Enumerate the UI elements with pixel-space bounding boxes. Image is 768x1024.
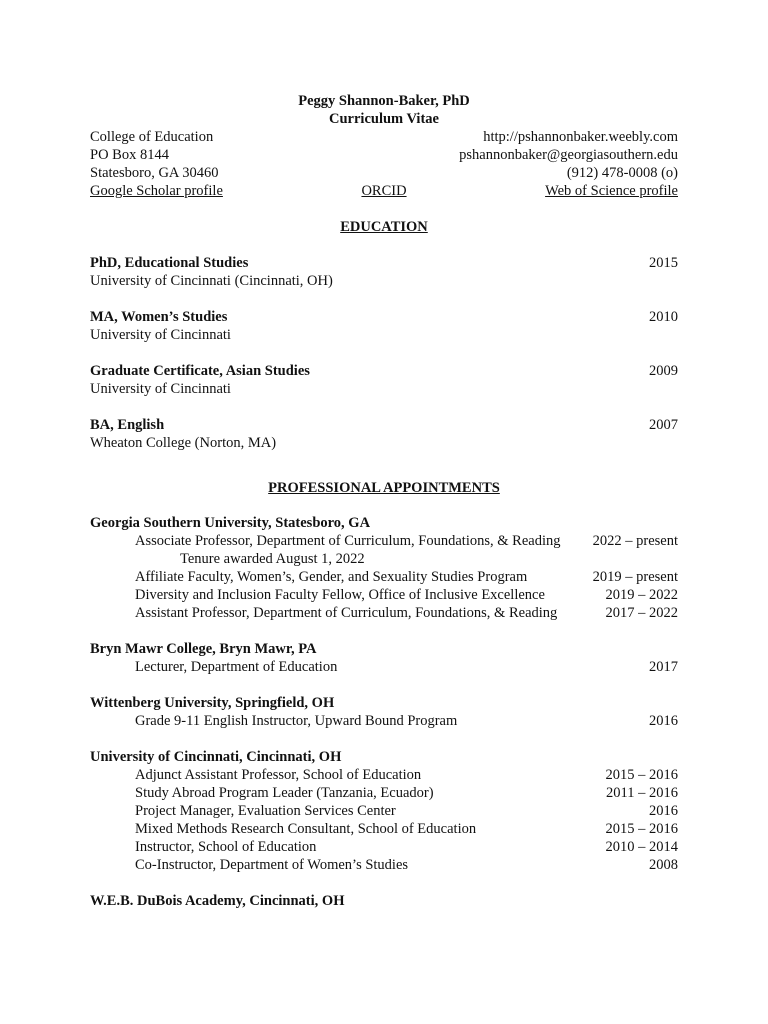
role-row xyxy=(90,658,678,676)
degree-title: BA, English xyxy=(90,417,165,433)
role-dates: 2016 xyxy=(649,803,678,819)
orcid-link[interactable]: ORCID xyxy=(361,183,407,199)
contact-row-1 xyxy=(90,128,678,146)
role-row xyxy=(90,802,678,820)
website-url[interactable]: http://pshannonbaker.weebly.com xyxy=(483,129,678,145)
role-dates: 2022 – present xyxy=(592,533,678,549)
education-item xyxy=(90,362,678,398)
education-item xyxy=(90,254,678,290)
role-row xyxy=(90,604,678,622)
address-line-3: Statesboro, GA 30460 xyxy=(90,165,219,181)
institution-name: Georgia Southern University, Statesboro, GA xyxy=(90,515,371,531)
role-title: Grade 9-11 English Instructor, Upward Bound Program xyxy=(135,713,458,729)
role-title: Project Manager, Evaluation Services Center xyxy=(135,803,396,819)
role-row xyxy=(90,766,678,784)
appointment-group xyxy=(90,640,678,676)
role-dates: 2017 – 2022 xyxy=(605,605,678,621)
role-dates: 2008 xyxy=(649,857,678,873)
role-row xyxy=(90,532,678,550)
role-title: Affiliate Faculty, Women’s, Gender, and Sexuality Studies Program xyxy=(135,569,528,585)
role-dates: 2010 – 2014 xyxy=(605,839,678,855)
degree-school: Wheaton College (Norton, MA) xyxy=(90,435,277,451)
google-scholar-link[interactable]: Google Scholar profile xyxy=(90,183,223,199)
degree-year: 2010 xyxy=(649,309,678,325)
profile-links-row xyxy=(90,182,678,200)
education-item xyxy=(90,416,678,452)
role-row xyxy=(90,784,678,802)
role-dates: 2011 – 2016 xyxy=(606,785,678,801)
role-title: Diversity and Inclusion Faculty Fellow, Office of Inclusive Excellence xyxy=(135,587,545,603)
degree-title: MA, Women’s Studies xyxy=(90,309,228,325)
contact-row-3 xyxy=(90,164,678,182)
web-of-science-link[interactable]: Web of Science profile xyxy=(545,183,678,199)
role-dates: 2015 – 2016 xyxy=(605,821,678,837)
role-note: Tenure awarded August 1, 2022 xyxy=(180,551,365,567)
role-row xyxy=(90,568,678,586)
role-row xyxy=(90,586,678,604)
role-title: Study Abroad Program Leader (Tanzania, Ecuador) xyxy=(135,785,434,801)
institution-name: Wittenberg University, Springfield, OH xyxy=(90,695,335,711)
role-row xyxy=(90,712,678,730)
appointment-group xyxy=(90,514,678,622)
education-item xyxy=(90,308,678,344)
role-title: Lecturer, Department of Education xyxy=(135,659,338,675)
role-title: Assistant Professor, Department of Curriculum, Foundations, & Reading xyxy=(135,605,558,621)
role-title: Mixed Methods Research Consultant, School of Education xyxy=(135,821,477,837)
contact-row-2 xyxy=(90,146,678,164)
email-address[interactable]: pshannonbaker@georgiasouthern.edu xyxy=(459,147,678,163)
role-dates: 2017 xyxy=(649,659,678,675)
institution-name: Bryn Mawr College, Bryn Mawr, PA xyxy=(90,641,317,657)
cv-subtitle: Curriculum Vitae xyxy=(329,111,439,127)
appointment-group xyxy=(90,892,678,910)
degree-title: Graduate Certificate, Asian Studies xyxy=(90,363,310,379)
role-title: Instructor, School of Education xyxy=(135,839,317,855)
appointment-group xyxy=(90,694,678,730)
cv-name: Peggy Shannon-Baker, PhD xyxy=(298,93,470,109)
role-row xyxy=(90,856,678,874)
role-title: Co-Instructor, Department of Women’s Studies xyxy=(135,857,409,873)
education-heading: EDUCATION xyxy=(340,219,428,235)
address-line-1: College of Education xyxy=(90,129,214,145)
degree-title: PhD, Educational Studies xyxy=(90,255,249,271)
role-dates: 2015 – 2016 xyxy=(605,767,678,783)
role-row xyxy=(90,838,678,856)
role-title: Associate Professor, Department of Curriculum, Foundations, & Reading xyxy=(135,533,561,549)
role-dates: 2019 – present xyxy=(592,569,678,585)
degree-school: University of Cincinnati xyxy=(90,381,231,397)
appointment-group xyxy=(90,748,678,874)
degree-year: 2009 xyxy=(649,363,678,379)
address-line-2: PO Box 8144 xyxy=(90,147,169,163)
institution-name: W.E.B. DuBois Academy, Cincinnati, OH xyxy=(90,893,345,909)
role-row xyxy=(90,820,678,838)
institution-name: University of Cincinnati, Cincinnati, OH xyxy=(90,749,342,765)
cv-content xyxy=(90,92,678,910)
degree-school: University of Cincinnati xyxy=(90,327,231,343)
appointments-heading: PROFESSIONAL APPOINTMENTS xyxy=(268,480,500,496)
role-title: Adjunct Assistant Professor, School of Education xyxy=(135,767,422,783)
degree-school: University of Cincinnati (Cincinnati, OH) xyxy=(90,273,333,289)
degree-year: 2007 xyxy=(649,417,678,433)
degree-year: 2015 xyxy=(649,255,678,271)
phone-number: (912) 478-0008 (o) xyxy=(566,165,678,181)
role-dates: 2019 – 2022 xyxy=(605,587,678,603)
role-dates: 2016 xyxy=(649,713,678,729)
